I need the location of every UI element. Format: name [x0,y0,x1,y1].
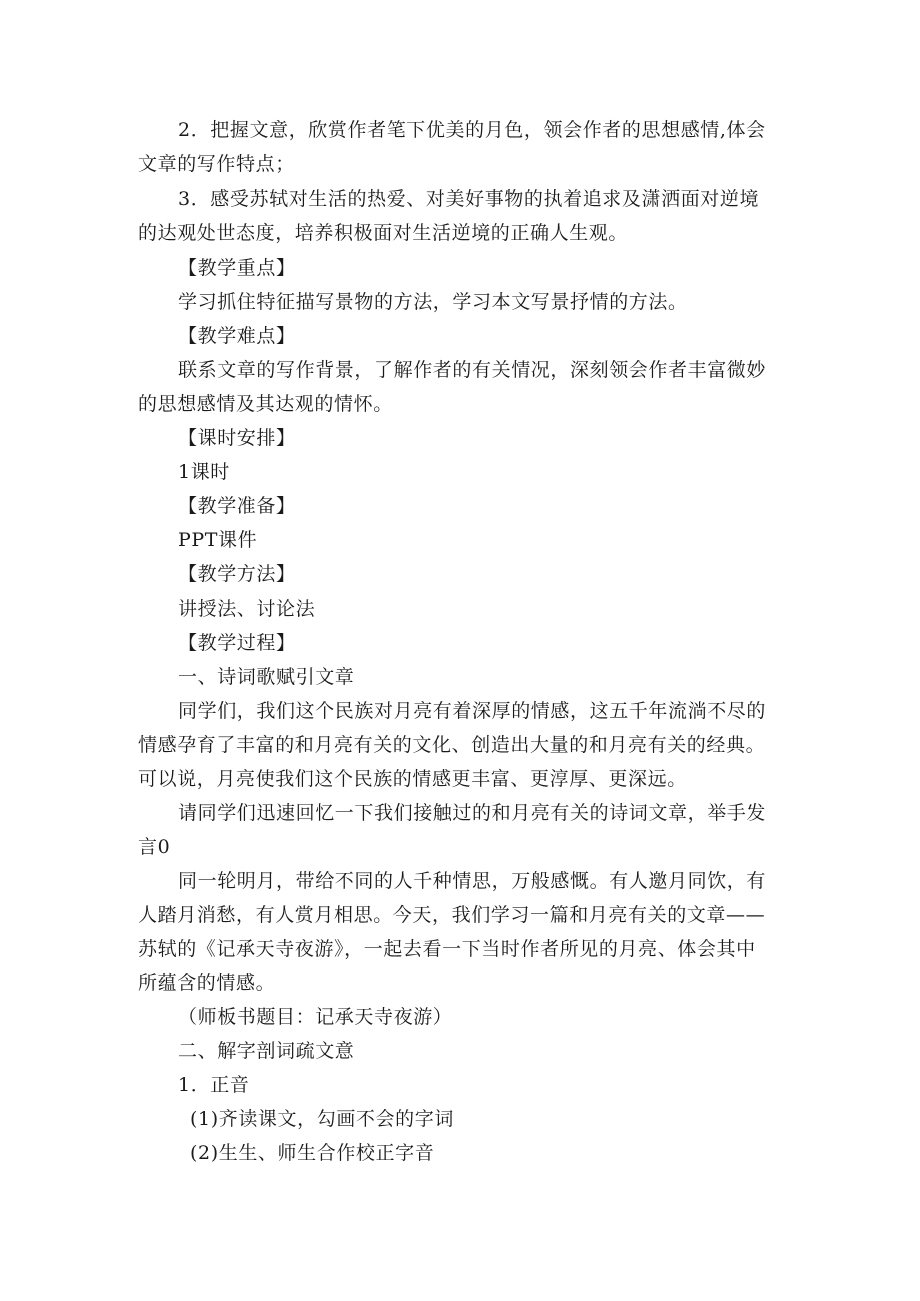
step-1-text: (1)齐读课文，勾画不会的字词 [190,1108,454,1130]
para-3-line-1: 同一轮明月，带给不同的人千种情思，万般感慨。有人邀月同饮，有 [178,870,767,892]
heading-methods: 【教学方法】 [178,563,296,585]
heading-schedule: 【课时安排】 [178,427,296,449]
subsection-pronunciation: 1．正音 [178,1074,250,1096]
section-2-title: 二、解字剖词疏文意 [178,1040,355,1062]
para-2-line-2: 言0 [138,836,171,858]
difficulties-line-1: 联系文章的写作背景，了解作者的有关情况，深刻领会作者丰富微妙 [178,359,767,381]
objective-3-line-2: 的达观处世态度，培养积极面对生活逆境的正确人生观。 [138,222,629,244]
board-title-note: （师板书题目：记承天寺夜游） [178,1006,453,1028]
heading-preparation: 【教学准备】 [178,495,296,517]
objective-3-line-1: 3．感受苏轼对生活的热爱、对美好事物的执着追求及潇洒面对逆境 [178,188,760,210]
preparation-text: PPT课件 [178,529,258,551]
para-1-line-3: 可以说，月亮使我们这个民族的情感更丰富、更淳厚、更深远。 [138,768,687,790]
section-1-title: 一、诗词歌赋引文章 [178,666,355,688]
para-3-line-3: 苏轼的《记承天寺夜游》，一起去看一下当时作者所见的月亮、体会其中 [138,938,756,960]
para-3-line-2: 人踏月消愁，有人赏月相思。今天，我们学习一篇和月亮有关的文章—— [138,904,766,926]
objective-2-line-2: 文章的写作特点； [138,153,295,175]
para-1-line-2: 情感孕育了丰富的和月亮有关的文化、创造出大量的和月亮有关的经典。 [138,734,766,756]
para-2-line-1: 请同学们迅速回忆一下我们接触过的和月亮有关的诗词文章，举手发 [178,802,767,824]
objective-2-line-1: 2．把握文意，欣赏作者笔下优美的月色，领会作者的思想感情,体会 [178,119,766,141]
heading-key-points: 【教学重点】 [178,257,296,279]
methods-text: 讲授法、讨论法 [178,598,316,620]
para-1-line-1: 同学们，我们这个民族对月亮有着深厚的情感，这五千年流淌不尽的 [178,700,767,722]
step-2-text: (2)生生、师生合作校正字音 [190,1142,435,1164]
para-3-line-4: 所蕴含的情感。 [138,972,276,994]
difficulties-line-2: 的思想感情及其达观的情怀。 [138,393,393,415]
heading-process: 【教学过程】 [178,632,296,654]
heading-difficulties: 【教学难点】 [178,325,296,347]
schedule-text: 1课时 [178,461,230,483]
key-points-text: 学习抓住特征描写景物的方法，学习本文写景抒情的方法。 [178,291,688,313]
